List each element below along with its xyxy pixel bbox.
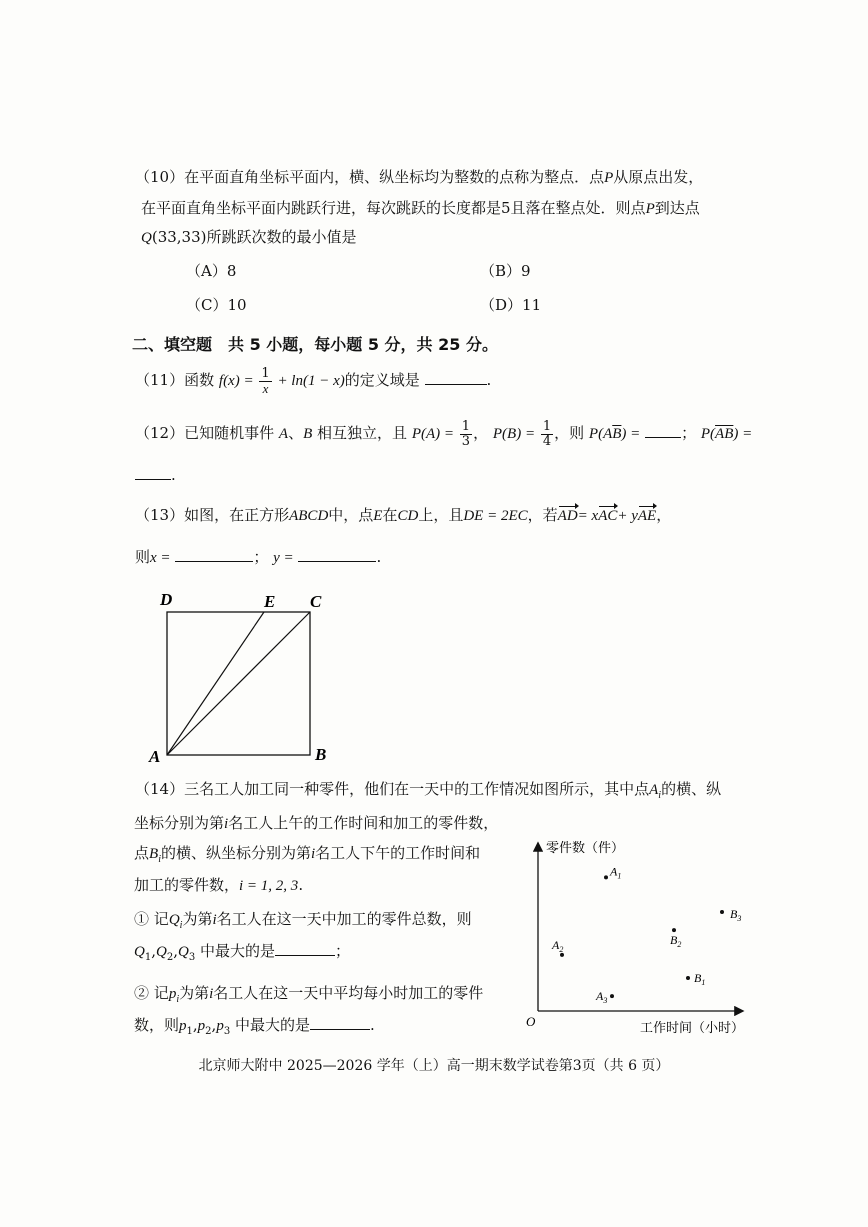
q14-answer-blank-2[interactable] [310,1028,370,1030]
q12-fraction-b: $\frac{1}{4}$ [542,418,552,449]
point-a1 [604,875,608,879]
q14-line2: 坐标分别为第i名工人上午的工作时间和加工的零件数， [134,814,499,832]
q14-sub1-line1: ① 记$Q_i$为第i名工人在这一天中加工的零件总数，则 [134,910,472,931]
q14-line4: 加工的零件数，i = 1, 2, 3. [134,876,304,894]
square-figure [140,585,340,770]
q14-sub2-line2: 数，则$p_1,p_2,p_3$ 中最大的是 . [134,1016,375,1037]
origin-label: O [526,1014,536,1029]
segment-ae [167,612,264,755]
y-axis-label: 零件数（件） [546,840,625,855]
scatter-chart [520,836,750,1036]
page-footer: 北京师大附中 2025—2026 学年（上）高一期末数学试卷第3页（共 6 页） [198,1058,670,1074]
point-label-a2: $A_2$ [552,937,564,954]
label-d: D [160,590,173,609]
point-a3 [610,994,614,998]
q13-line1: （13）如图，在正方形ABCD中，点E在CD上，且DE = 2EC，若AD= xAC+ yAE， [135,506,672,524]
point-label-a1: $A_1$ [610,864,622,881]
q12: （12）已知随机事件 A、B 相互独立，且 P(A) = $\frac{1}{3}$ ， P(B) = $\frac{1}{4}$ ，则 $P(A\overline{B})$ = ； $P(\overline{AB})$ = [135,418,753,449]
point-b1 [686,976,690,980]
q10-line1: （10）在平面直角坐标平面内，横、纵坐标均为整数的点称为整点．点P从原点出发， [135,168,704,186]
q10-number: （10） [135,168,185,186]
q10-option-a: （A）8 [186,262,237,280]
q10-line3: Q(33,33)所跳跃次数的最小值是 [141,228,357,246]
q10-option-c: （C）10 [186,296,247,314]
point-label-b2: $B_2$ [670,933,682,950]
label-a: A [149,747,161,766]
q14-line3: 点$B_i$的横、纵坐标分别为第i名工人下午的工作时间和 [134,844,481,865]
segment-ac [167,612,310,755]
q11-fraction: $\frac{1}{x}$ [261,365,270,396]
label-c: C [310,592,322,611]
x-axis-label: 工作时间（小时） [640,1020,745,1035]
point-label-b1: $B_1$ [694,971,706,987]
q11: （11）函数 f(x) = $\frac{1}{x}$ + ln(1 − x)的定义域是 . [135,365,492,396]
label-b: B [315,745,327,764]
point-label-a3: $A_3$ [596,989,608,1006]
q10-option-b: （B）9 [480,262,531,280]
q14-sub2-line1: ② 记$p_i$为第i名工人在这一天中平均每小时加工的零件 [134,984,484,1005]
q10-option-d: （D）11 [480,296,542,314]
q14-line1: （14）三名工人加工同一种零件，他们在一天中的工作情况如图所示，其中点$A_i$的横、纵 [135,780,722,801]
q11-answer-blank[interactable] [425,383,487,385]
q12-answer-blank-1[interactable] [645,436,681,438]
section-heading: 二、填空题 共 5 小题，每小题 5 分，共 25 分。 [132,335,498,354]
point-b3 [720,910,724,914]
q12-fraction-a: $\frac{1}{3}$ [461,418,471,449]
q13-line2: 则x = ； y = . [135,548,382,566]
label-e: E [264,592,276,611]
point-b2 [672,928,676,932]
q10-line2: 在平面直角坐标平面内跳跃行进，每次跳跃的长度都是5且落在整点处．则点P到达点 [141,199,700,217]
q14-answer-blank-1[interactable] [275,954,335,956]
q13-answer-blank-y[interactable] [298,560,376,562]
point-label-b3: $B_3$ [730,907,742,923]
scatter-points [551,864,741,1005]
q12-answer-blank-2[interactable] [135,478,171,480]
q14-sub1-line2: $Q_1,Q_2,Q_3$ 中最大的是 ； [134,942,351,963]
q13-answer-blank-x[interactable] [175,560,253,562]
q12-line2: . [135,466,176,484]
